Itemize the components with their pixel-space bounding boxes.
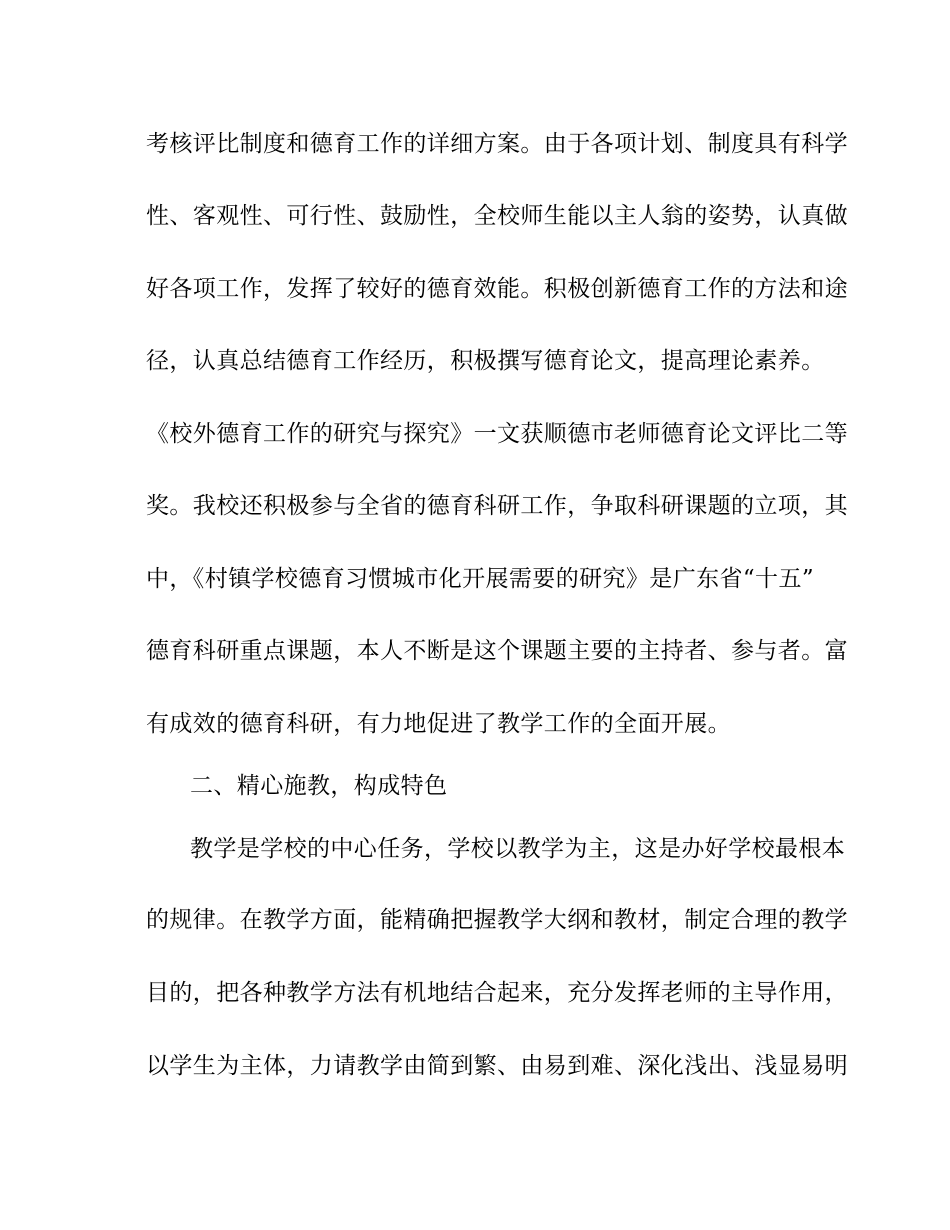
paragraph-line: 考核评比制度和德育工作的详细方案。由于各项计划、制度具有科学 xyxy=(146,131,848,157)
section-heading: 二、精心施教，构成特色 xyxy=(190,773,448,799)
paragraph-line: 有成效的德育科研，有力地促进了教学工作的全面开展。 xyxy=(146,711,731,737)
paragraph-line: 性、客观性、可行性、鼓励性，全校师生能以主人翁的姿势，认真做 xyxy=(146,203,848,229)
paragraph-line: 以学生为主体，力请教学由简到繁、由易到难、深化浅出、浅显易明 xyxy=(146,1053,848,1079)
paragraph-line: 好各项工作，发挥了较好的德育效能。积极创新德育工作的方法和途 xyxy=(146,276,848,302)
paragraph-line: 目的，把各种教学方法有机地结合起来，充分发挥老师的主导作用， xyxy=(146,980,848,1006)
paragraph-line: 奖。我校还积极参与全省的德育科研工作，争取科研课题的立项，其 xyxy=(146,493,848,519)
paragraph-line: 《校外德育工作的研究与探究》一文获顺德市老师德育论文评比二等 xyxy=(146,421,848,447)
paragraph-line: 的规律。在教学方面，能精确把握教学大纲和教材，制定合理的教学 xyxy=(146,907,848,933)
paragraph-line: 德育科研重点课题，本人不断是这个课题主要的主持者、参与者。富 xyxy=(146,638,848,664)
paragraph-line: 径，认真总结德育工作经历，积极撰写德育论文，提高理论素养。 xyxy=(146,348,825,374)
paragraph-line: 教学是学校的中心任务，学校以教学为主，这是办好学校最根本 xyxy=(190,836,846,862)
paragraph-line: 中，《村镇学校德育习惯城市化开展需要的研究》是广东省“十五” xyxy=(146,566,815,592)
